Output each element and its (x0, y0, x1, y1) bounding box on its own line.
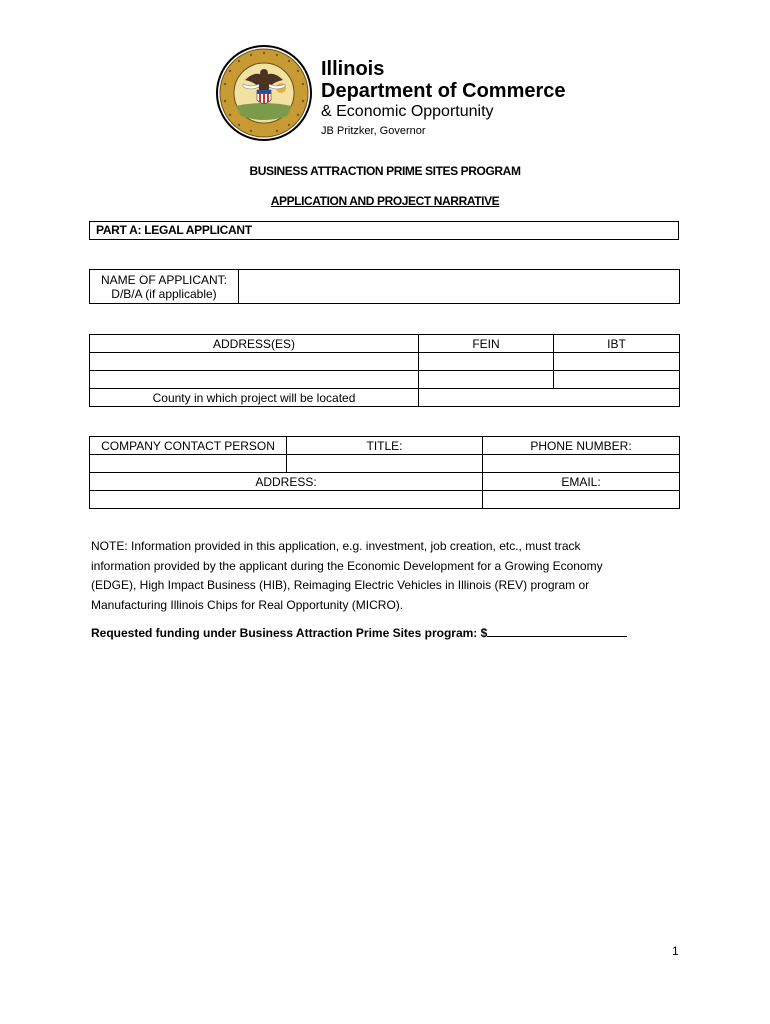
document-subtitle: APPLICATION AND PROJECT NARRATIVE (270, 194, 500, 208)
org-department-name: Department of Commerce (321, 80, 566, 102)
address-field-1[interactable] (90, 353, 419, 371)
fein-field-2[interactable] (419, 371, 554, 389)
address-table (89, 334, 680, 407)
phone-number-header: PHONE NUMBER: (483, 437, 680, 455)
note-line: NOTE: Information provided in this application, e.g. investment, job creation, etc., must track (91, 539, 581, 553)
department-name-block (321, 58, 566, 139)
contact-address-header: ADDRESS: (90, 473, 483, 491)
contact-person-header: COMPANY CONTACT PERSON (90, 437, 287, 455)
contact-address-field[interactable] (90, 491, 483, 509)
requested-funding-field[interactable] (487, 624, 627, 637)
fein-field-1[interactable] (419, 353, 554, 371)
org-governor: JB Pritzker, Governor (321, 125, 426, 137)
org-state-name: Illinois (321, 58, 385, 80)
note-line: information provided by the applicant during the Economic Development for a Growing Economy (91, 558, 603, 573)
ibt-header: IBT (554, 335, 680, 353)
applicant-name-label-line2: D/B/A (if applicable) (111, 286, 217, 301)
org-department-subname: & Economic Opportunity (321, 103, 494, 120)
phone-number-field[interactable] (483, 455, 680, 473)
title-field[interactable] (287, 455, 483, 473)
address-header: ADDRESS(ES) (90, 335, 419, 353)
contact-table (89, 436, 680, 509)
ibt-field-2[interactable] (554, 371, 680, 389)
address-field-2[interactable] (90, 371, 419, 389)
note-line: (EDGE), High Impact Business (HIB), Reimaging Electric Vehicles in Illinois (REV) program or (91, 578, 590, 592)
fein-header: FEIN (419, 335, 554, 353)
applicant-name-label-line1: NAME OF APPLICANT: (100, 272, 228, 287)
note-line: Manufacturing Illinois Chips for Real Opportunity (MICRO). (91, 597, 404, 612)
applicant-name-table (89, 269, 680, 304)
state-seal-logo (215, 44, 313, 142)
note-paragraph (91, 537, 651, 615)
program-title: BUSINESS ATTRACTION PRIME SITES PROGRAM (249, 164, 521, 178)
email-field[interactable] (483, 491, 680, 509)
requested-funding-row (91, 624, 627, 640)
title-header: TITLE: (287, 437, 483, 455)
contact-person-field[interactable] (90, 455, 287, 473)
county-label: County in which project will be located (90, 389, 419, 407)
email-header: EMAIL: (483, 473, 680, 491)
part-a-heading: PART A: LEGAL APPLICANT (89, 221, 679, 240)
applicant-name-field[interactable] (239, 270, 680, 304)
page-number: 1 (672, 944, 679, 958)
county-field[interactable] (419, 389, 680, 407)
applicant-name-label (90, 270, 239, 304)
ibt-field-1[interactable] (554, 353, 680, 371)
requested-funding-label: Requested funding under Business Attraction Prime Sites program: $ (91, 626, 488, 640)
